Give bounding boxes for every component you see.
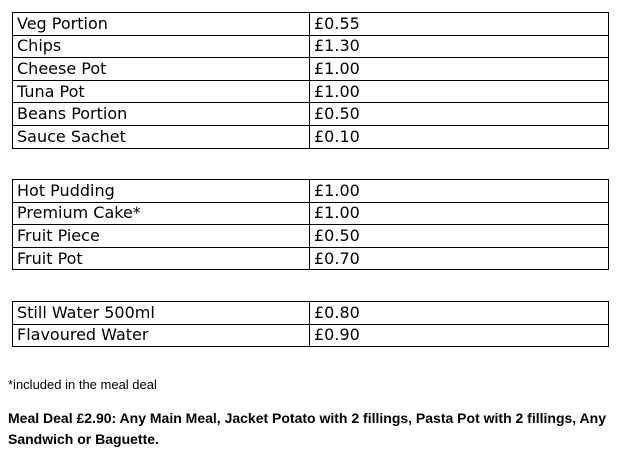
item-name: Fruit Pot	[13, 247, 310, 270]
sides-price-table	[12, 12, 609, 149]
table-row	[13, 35, 609, 58]
item-price: £0.55	[310, 13, 609, 36]
table-row	[13, 225, 609, 248]
table-row	[13, 58, 609, 81]
item-name: Beans Portion	[13, 103, 310, 126]
item-name: Tuna Pot	[13, 80, 310, 103]
table-row	[13, 80, 609, 103]
item-price: £0.70	[310, 247, 609, 270]
item-name: Sauce Sachet	[13, 125, 310, 148]
footnote: *included in the meal deal	[8, 377, 157, 392]
table-row	[13, 202, 609, 225]
item-name: Still Water 500ml	[13, 302, 310, 325]
table-row	[13, 180, 609, 203]
item-price: £1.00	[310, 80, 609, 103]
item-price: £0.50	[310, 225, 609, 248]
item-name: Veg Portion	[13, 13, 310, 36]
table-row	[13, 125, 609, 148]
item-price: £0.80	[310, 302, 609, 325]
item-price: £0.90	[310, 324, 609, 347]
item-name: Flavoured Water	[13, 324, 310, 347]
item-name: Hot Pudding	[13, 180, 310, 203]
item-price: £1.00	[310, 180, 609, 203]
table-row	[13, 324, 609, 347]
item-name: Chips	[13, 35, 310, 58]
table-row	[13, 302, 609, 325]
item-name: Fruit Piece	[13, 225, 310, 248]
item-price: £0.50	[310, 103, 609, 126]
item-price: £1.00	[310, 202, 609, 225]
desserts-price-table	[12, 179, 609, 270]
meal-deal-text: Meal Deal £2.90: Any Main Meal, Jacket Potato with 2 fillings, Pasta Pot with 2 fillings, Any Sandwich or Baguette.	[8, 410, 607, 447]
item-price: £0.10	[310, 125, 609, 148]
item-price: £1.30	[310, 35, 609, 58]
table-row	[13, 13, 609, 36]
table-row	[13, 103, 609, 126]
table-row	[13, 247, 609, 270]
item-name: Premium Cake*	[13, 202, 310, 225]
item-name: Cheese Pot	[13, 58, 310, 81]
drinks-price-table	[12, 301, 609, 347]
item-price: £1.00	[310, 58, 609, 81]
